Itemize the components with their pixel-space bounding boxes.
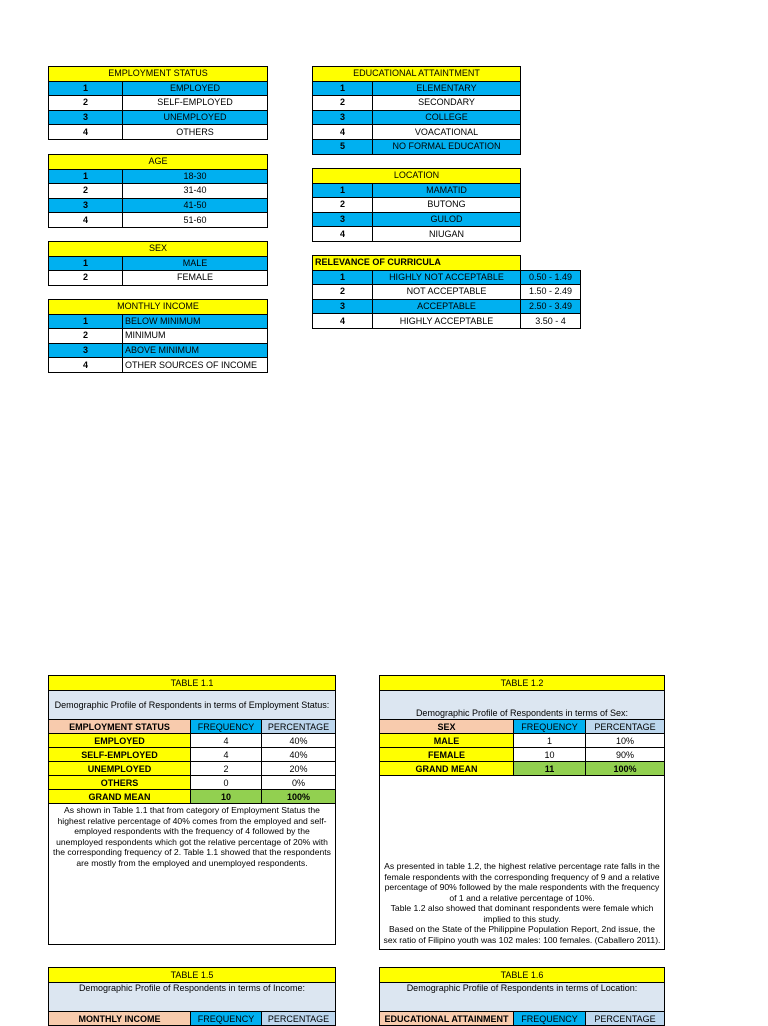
table-title: EMPLOYMENT STATUS [49,67,268,82]
row-label: 18-30 [123,169,268,184]
row-label: FEMALE [123,271,268,286]
row-label: NIUGAN [373,227,521,242]
table-row [380,748,665,762]
row-number: 3 [49,198,123,213]
row-frequency: 4 [191,734,262,748]
table-1-5 [48,967,336,1026]
row-number: 3 [49,110,123,125]
row-frequency: 2 [191,762,262,776]
row-label: FEMALE [380,748,514,762]
table-row [49,734,336,748]
row-label: NOT ACCEPTABLE [373,285,521,300]
row-range: 2.50 - 3.49 [521,299,581,314]
row-frequency: 10 [514,748,586,762]
row-label: OTHERS [123,125,268,140]
row-label: ABOVE MINIMUM [123,343,268,358]
column-header: FREQUENCY [514,720,586,734]
row-percentage: 90% [586,748,665,762]
row-frequency: 1 [514,734,586,748]
grand-mean-frequency: 11 [514,762,586,776]
row-label: BELOW MINIMUM [123,314,268,329]
table-title: TABLE 1.2 [380,676,665,691]
row-label: 31-40 [123,184,268,199]
row-label: UNEMPLOYED [49,762,191,776]
table-title: TABLE 1.5 [49,968,336,983]
table-1-1 [48,675,336,945]
row-number: 1 [49,81,123,96]
monthly-income-table [48,299,268,373]
row-label: NO FORMAL EDUCATION [373,139,521,154]
row-number: 2 [49,96,123,111]
row-number: 4 [313,125,373,140]
grand-mean-label: GRAND MEAN [49,790,191,804]
row-label: EMPLOYED [49,734,191,748]
location-table [312,168,521,242]
row-number: 3 [313,110,373,125]
table-title: EDUCATIONAL ATTAINTMENT [313,67,521,82]
grand-mean-percentage: 100% [262,790,336,804]
table-description: Demographic Profile of Respondents in terms of Employment Status: [49,691,336,720]
row-number: 3 [49,343,123,358]
row-label: GULOD [373,212,521,227]
column-header: FREQUENCY [191,1012,262,1026]
row-label: MINIMUM [123,329,268,344]
table-title: TABLE 1.1 [49,676,336,691]
row-number: 1 [313,81,373,96]
column-header: PERCENTAGE [262,720,336,734]
row-frequency: 0 [191,776,262,790]
column-header: SEX [380,720,514,734]
row-number: 5 [313,139,373,154]
relevance-of-curricula-table [312,255,581,329]
table-1-6 [379,967,665,1026]
row-number: 2 [313,198,373,213]
row-label: EMPLOYED [123,81,268,96]
discussion-paragraph: Table 1.2 also showed that dominant respondents were female which implied to this study. [390,903,654,924]
educational-attainment-table [312,66,521,155]
row-number: 2 [313,285,373,300]
column-header: FREQUENCY [191,720,262,734]
row-percentage: 40% [262,734,336,748]
column-header: PERCENTAGE [586,720,665,734]
row-number: 2 [49,329,123,344]
row-number: 2 [49,184,123,199]
row-label: COLLEGE [373,110,521,125]
column-header: PERCENTAGE [262,1012,336,1026]
row-number: 4 [49,125,123,140]
table-title: RELEVANCE OF CURRICULA [313,256,521,271]
table-title: LOCATION [313,169,521,184]
row-number: 1 [313,270,373,285]
table-title: SEX [49,242,268,257]
employment-status-table [48,66,268,140]
empty-cell [521,256,581,271]
table-title: AGE [49,155,268,170]
row-label: HIGHLY ACCEPTABLE [373,314,521,329]
row-label: VOACATIONAL [373,125,521,140]
row-label: OTHERS [49,776,191,790]
row-number: 3 [313,212,373,227]
row-label: SELF-EMPLOYED [123,96,268,111]
column-header: EMPLOYMENT STATUS [49,720,191,734]
table-title: MONTHLY INCOME [49,300,268,315]
row-label: SECONDARY [373,96,521,111]
row-label: 41-50 [123,198,268,213]
table-title: TABLE 1.6 [380,968,665,983]
row-number: 1 [49,169,123,184]
row-number: 2 [313,96,373,111]
row-label: MALE [380,734,514,748]
row-percentage: 10% [586,734,665,748]
age-table [48,154,268,228]
grand-mean-percentage: 100% [586,762,665,776]
row-number: 4 [49,358,123,373]
table-description: Demographic Profile of Respondents in terms of Sex: [380,691,665,720]
table-row [49,762,336,776]
table-discussion: As shown in Table 1.1 that from category of Employment Status the highest relative percentage of 40% comes from the employed and self-employed respondents with the frequency of 4 followed by the unemployed respondents which got the relative percentage of 20% with the corresponding frequency of 2. Table 1.1 showed that the respondents are mostly from the employed and unemployed respondents. [49,804,336,945]
row-number: 3 [313,299,373,314]
row-label: ELEMENTARY [373,81,521,96]
row-percentage: 20% [262,762,336,776]
row-percentage: 0% [262,776,336,790]
row-label: OTHER SOURCES OF INCOME [123,358,268,373]
row-label: MALE [123,256,268,271]
row-number: 1 [49,314,123,329]
row-label: ACCEPTABLE [373,299,521,314]
column-header: MONTHLY INCOME [49,1012,191,1026]
table-discussion [380,776,665,950]
grand-mean-label: GRAND MEAN [380,762,514,776]
row-number: 1 [313,183,373,198]
row-label: MAMATID [373,183,521,198]
row-number: 4 [49,213,123,228]
sex-table [48,241,268,286]
row-label: SELF-EMPLOYED [49,748,191,762]
table-row [49,776,336,790]
column-header: PERCENTAGE [586,1012,665,1026]
row-range: 0.50 - 1.49 [521,270,581,285]
table-row [49,748,336,762]
row-frequency: 4 [191,748,262,762]
table-1-2 [379,675,665,950]
table-description: Demographic Profile of Respondents in terms of Location: [380,983,665,1012]
discussion-paragraph: As presented in table 1.2, the highest relative percentage rate falls in the female respondents with the corresponding frequency of 9 and a relative percentage of 90% followed by the male respondents with the frequency of 1 and a relative percentage of 10%. [384,861,660,903]
row-label: BUTONG [373,198,521,213]
column-header: EDUCATIONAL ATTAINMENT [380,1012,514,1026]
table-row [380,734,665,748]
row-range: 1.50 - 2.49 [521,285,581,300]
row-label: UNEMPLOYED [123,110,268,125]
column-header: FREQUENCY [514,1012,586,1026]
row-number: 1 [49,256,123,271]
row-percentage: 40% [262,748,336,762]
row-number: 4 [313,227,373,242]
row-number: 4 [313,314,373,329]
grand-mean-frequency: 10 [191,790,262,804]
row-number: 2 [49,271,123,286]
discussion-paragraph: Based on the State of the Philippine Population Report, 2nd issue, the sex ratio of Filipino youth was 102 males: 100 females. (Caballero 2011). [383,924,661,945]
row-label: 51-60 [123,213,268,228]
row-label: HIGHLY NOT ACCEPTABLE [373,270,521,285]
row-range: 3.50 - 4 [521,314,581,329]
table-description: Demographic Profile of Respondents in terms of Income: [49,983,336,1012]
